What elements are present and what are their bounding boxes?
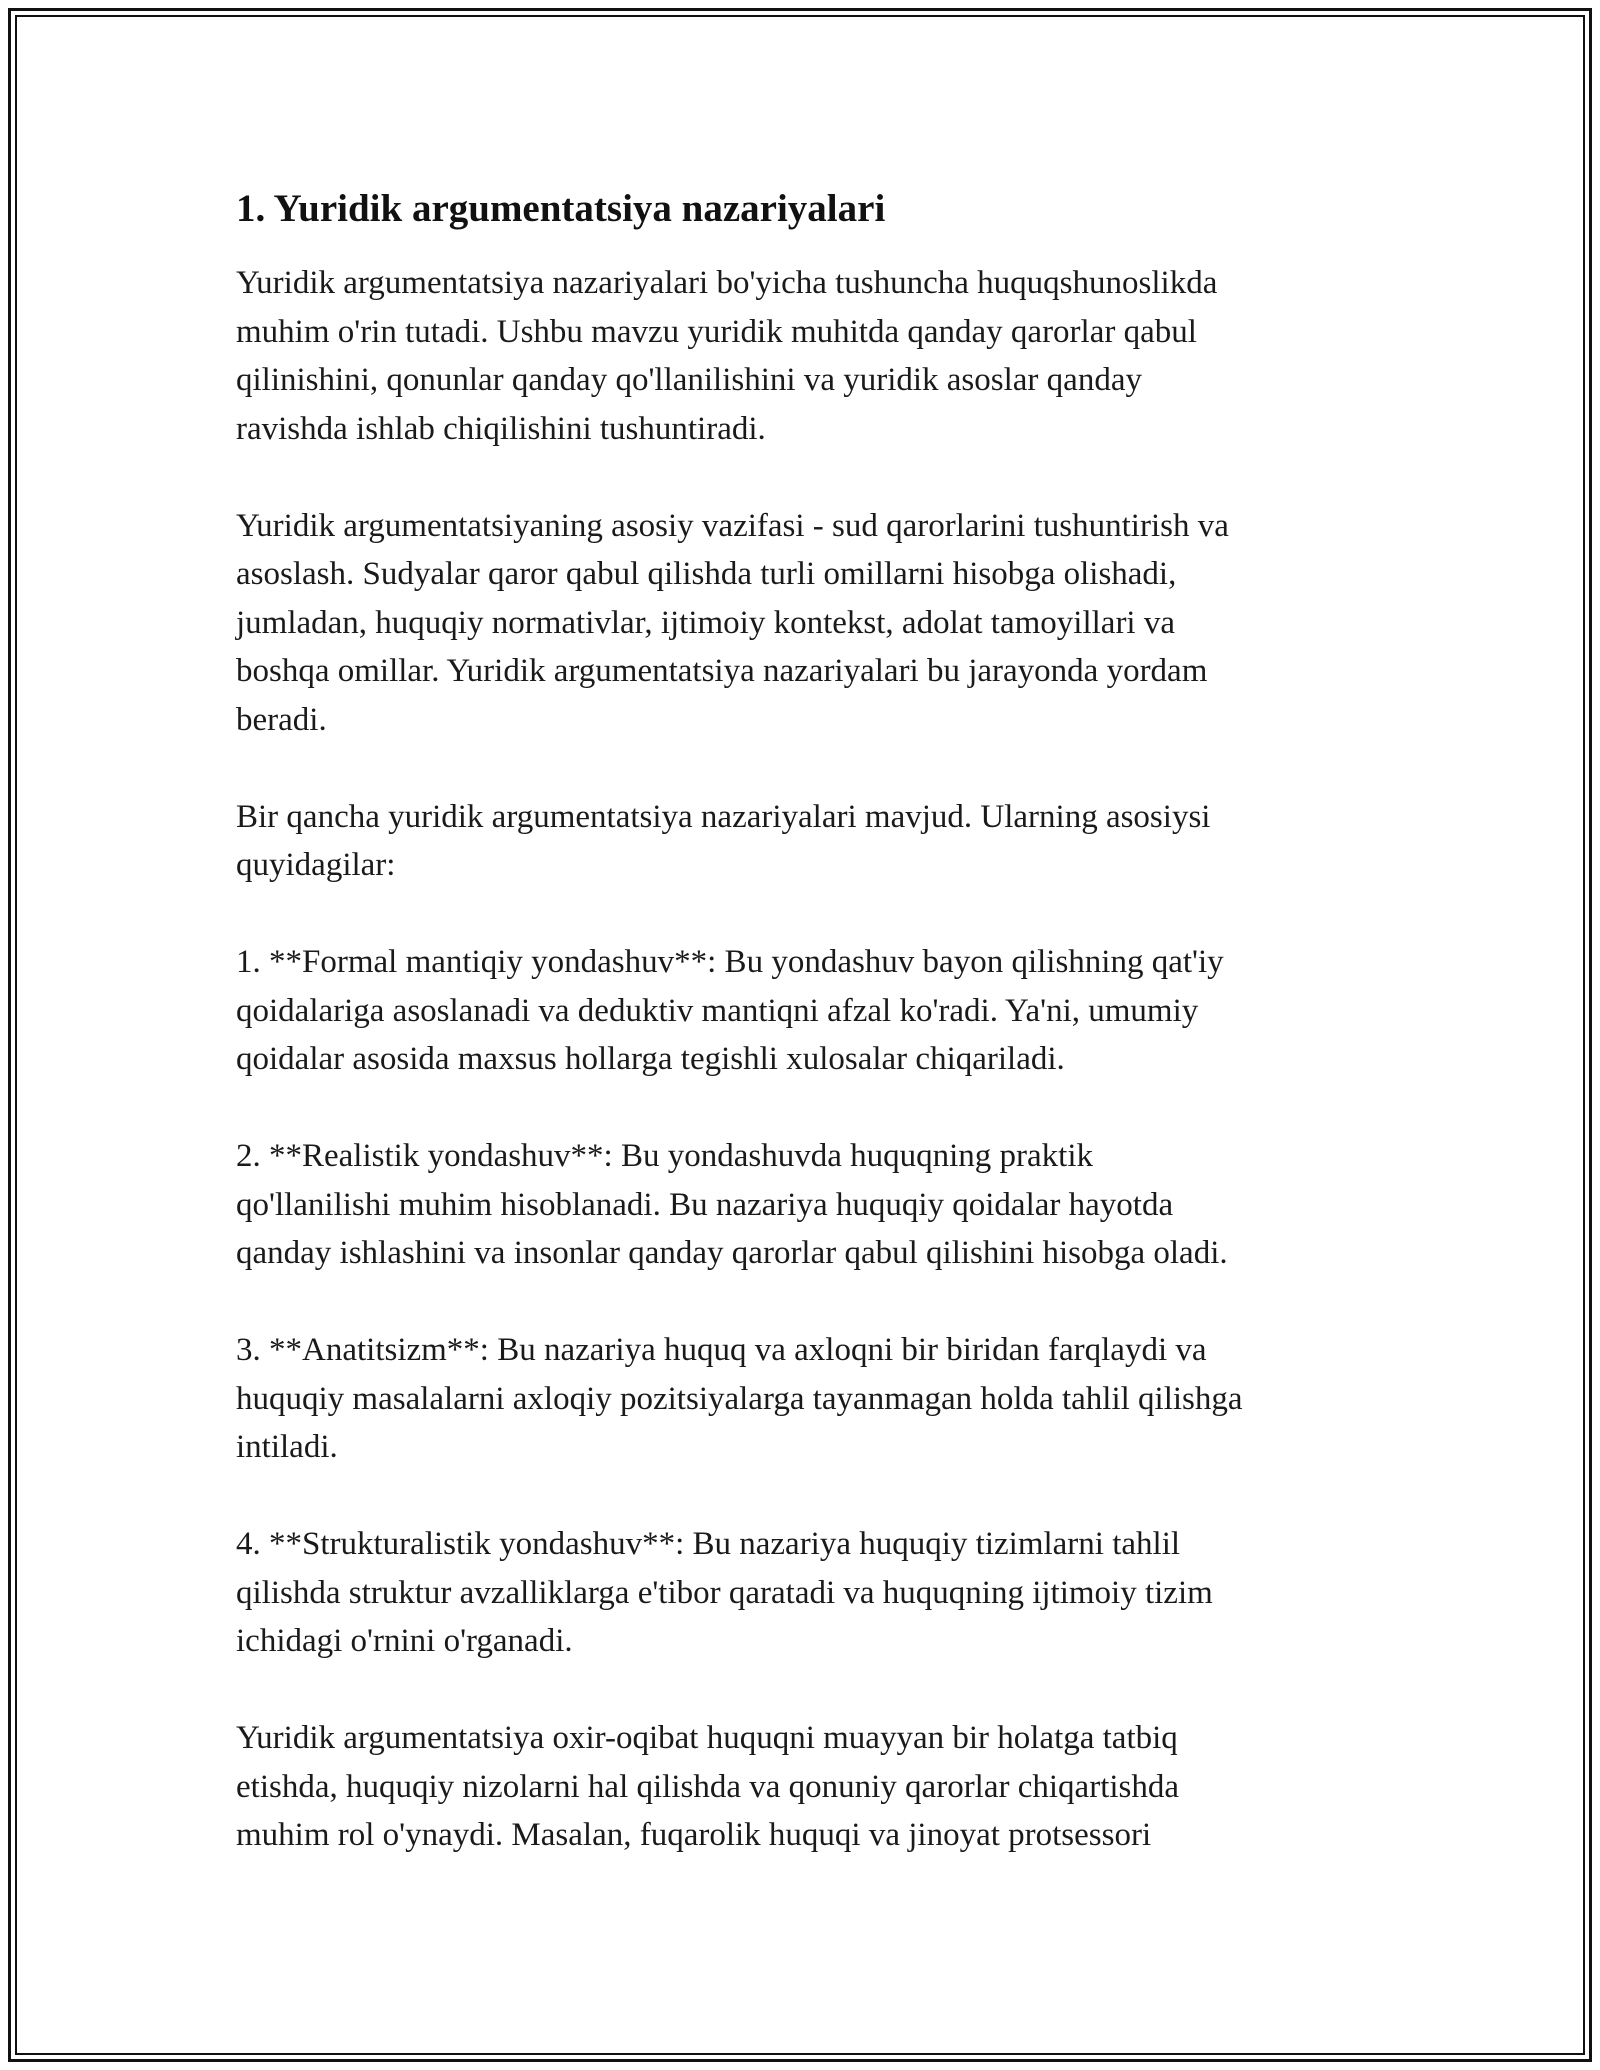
document-body (236, 185, 1366, 1860)
paragraph-theories-list-intro: Bir qancha yuridik argumentatsiya nazariyalari mavjud. Ularning asosiysi quyidagilar: (236, 798, 1211, 883)
list-item-structuralist: 4. **Strukturalistik yondashuv**: Bu nazariya huquqiy tizimlarni tahlil qilishda struktur avzalliklarga e'tibor qaratadi va huquqning ijtimoiy tizim ichidagi o'rnini o'rganadi. (236, 1526, 1213, 1659)
paragraph-main-task: Yuridik argumentatsiyaning asosiy vazifasi - sud qarorlarini tushuntirish va asoslash. Sudyalar qaror qabul qilishda turli omillarni hisobga olishadi, jumladan, huquqiy normativlar, ijtimoiy kontekst, adolat tamoyillari va boshqa omillar. Yuridik argumentatsiya nazariyalari bu jarayonda yordam beradi. (236, 507, 1229, 738)
list-item-anatitsizm: 3. **Anatitsizm**: Bu nazariya huquq va axloqni bir biridan farqlaydi va huquqiy masalalarni axloqiy pozitsiyalarga tayanmagan holda tahlil qilishga intiladi. (236, 1332, 1243, 1465)
paragraph-conclusion: Yuridik argumentatsiya oxir-oqibat huquqni muayyan bir holatga tatbiq etishda, huquqiy nizolarni hal qilishda va qonuniy qarorlar chiqartishda muhim rol o'ynaydi. Masalan, fuqarolik huquqi va jinoyat protsessori (236, 1720, 1180, 1853)
list-item-formal-logic: 1. **Formal mantiqiy yondashuv**: Bu yondashuv bayon qilishning qat'iy qoidalariga asoslanadi va deduktiv mantiqni afzal ko'radi. Ya'ni, umumiy qoidalar asosida maxsus hollarga tegishli xulosalar chiqariladi. (236, 944, 1224, 1077)
list-item-realistic: 2. **Realistik yondashuv**: Bu yondashuvda huquqning praktik qo'llanilishi muhim hisoblanadi. Bu nazariya huquqiy qoidalar hayotda qanday ishlashini va insonlar qanday qarorlar qabul qilishini hisobga oladi. (236, 1138, 1228, 1271)
paragraph-intro: Yuridik argumentatsiya nazariyalari bo'yicha tushuncha huquqshunoslikda muhim o'rin tutadi. Ushbu mavzu yuridik muhitda qanday qarorlar qabul qilinishini, qonunlar qanday qo'llanilishini va yuridik asoslar qanday ravishda ishlab chiqilishini tushuntiradi. (236, 265, 1218, 447)
document-heading: 1. Yuridik argumentatsiya nazariyalari (236, 187, 886, 230)
